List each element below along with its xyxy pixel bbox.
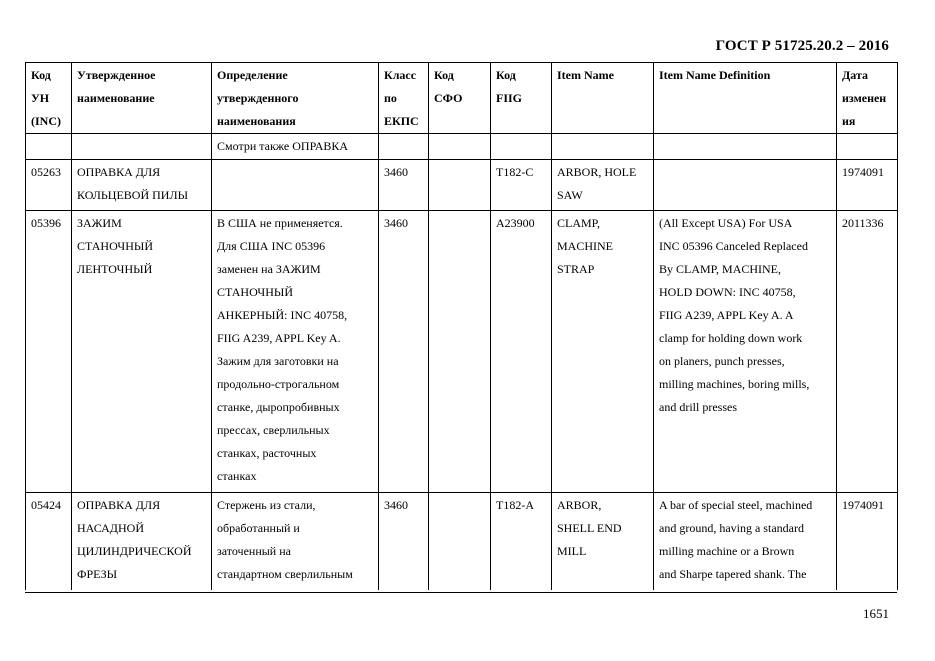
cell-text: 1974091 [842,498,884,512]
cell-text: прессах, сверлильных [217,423,330,437]
cell-text: milling machines, boring mills, [659,377,810,391]
header-text: FIIG [496,91,523,105]
cell-text: 1974091 [842,165,884,179]
catalog-table [25,62,898,590]
table-body [26,134,898,591]
table-row [26,160,898,211]
header-text: Item Name Definition [659,68,771,82]
cell-approved-name [72,160,212,211]
header-text: по [384,91,397,105]
cell-item-name-definition [654,211,837,493]
cell-change-date [837,134,898,160]
cell-text: MILL [557,544,587,558]
cell-text: STRAP [557,262,595,276]
header-text: ЕКПС [384,114,419,128]
cell-text: 05263 [31,165,61,179]
cell-text: ARBOR, HOLE [557,165,637,179]
cell-text: By CLAMP, MACHINE, [659,262,782,276]
header-approved-name [72,63,212,134]
cell-text: CLAMP, [557,216,601,230]
cell-text: T182-A [496,498,534,512]
header-text: Код [31,68,51,82]
header-text: Утвержденное [77,68,156,82]
cell-text: SHELL END [557,521,622,535]
header-item-name-definition [654,63,837,134]
cell-ekps-class [379,134,429,160]
cell-text: АНКЕРНЫЙ: INC 40758, [217,308,348,322]
cell-text: В США не применяется. [217,216,343,230]
cell-item-name [552,211,654,493]
header-text: Код [434,68,454,82]
cell-definition [212,211,379,493]
cell-text: Смотри также ОПРАВКА [217,139,349,153]
cell-text: ОПРАВКА ДЛЯ [77,498,161,512]
table-row [26,211,898,493]
cell-item-name-definition [654,160,837,211]
header-text: ия [842,114,856,128]
header-text: наименование [77,91,155,105]
cell-fiig-code [491,160,552,211]
cell-item-name [552,134,654,160]
header-text: изменен [842,91,887,105]
cell-approved-name [72,134,212,160]
header-text: Класс [384,68,417,82]
cell-fiig-code [491,493,552,591]
cell-text: ФРЕЗЫ [77,567,118,581]
table-row [26,134,898,160]
header-text: УН [31,91,50,105]
cell-ekps-class [379,493,429,591]
cell-inc-code [26,211,72,493]
cell-item-name-definition [654,493,837,591]
cell-inc-code [26,493,72,591]
cell-text: MACHINE [557,239,613,253]
cell-fiig-code [491,134,552,160]
cell-ekps-class [379,211,429,493]
cell-item-name [552,160,654,211]
cell-text: обработанный и [217,521,300,535]
header-ekps-class [379,63,429,134]
cell-text: заменен на ЗАЖИМ [217,262,321,276]
cell-text: СТАНОЧНЫЙ [77,239,154,253]
cell-change-date [837,160,898,211]
cell-text: Зажим для заготовки на [217,354,339,368]
cell-text: станках [217,469,257,483]
cell-change-date [837,493,898,591]
cell-text: Для США INC 05396 [217,239,326,253]
cell-text: станках, расточных [217,446,317,460]
cell-text: and Sharpe tapered shank. The [659,567,807,581]
cell-ekps-class [379,160,429,211]
header-text: (INC) [31,114,61,128]
cell-text: 3460 [384,216,408,230]
cell-definition [212,134,379,160]
header-text: Дата [842,68,868,82]
table-row [26,493,898,591]
page-number: 1651 [863,606,889,621]
cell-inc-code [26,160,72,211]
header-fiig-code [491,63,552,134]
cell-text: A23900 [496,216,535,230]
cell-text: T182-C [496,165,534,179]
cell-text: ЦИЛИНДРИЧЕСКОЙ [77,544,192,558]
cell-text: on planers, punch presses, [659,354,785,368]
cell-definition [212,493,379,591]
cell-text: FIIG A239, APPL Key A. [217,331,341,345]
cell-sfo-code [429,211,491,493]
cell-sfo-code [429,493,491,591]
header-text: наименования [217,114,296,128]
cell-text: заточенный на [217,544,291,558]
table-header-row [26,63,898,134]
cell-text: A bar of special steel, machined [659,498,813,512]
cell-text: КОЛЬЦЕВОЙ ПИЛЫ [77,188,189,202]
header-text: утвержденного [217,91,299,105]
cell-text: ЗАЖИМ [77,216,122,230]
cell-item-name [552,493,654,591]
cell-text: ARBOR, [557,498,602,512]
cell-item-name-definition [654,134,837,160]
cell-text: INC 05396 Canceled Replaced [659,239,808,253]
cell-text: 05396 [31,216,61,230]
header-text: Код [496,68,516,82]
cell-text: milling machine or a Brown [659,544,795,558]
cell-text: НАСАДНОЙ [77,521,144,535]
cell-text: Стержень из стали, [217,498,316,512]
cell-approved-name [72,493,212,591]
header-sfo-code [429,63,491,134]
table-bottom-rule [25,592,897,593]
cell-fiig-code [491,211,552,493]
header-text: Определение [217,68,288,82]
cell-text: FIIG A239, APPL Key A. A [659,308,794,322]
cell-text: HOLD DOWN: INC 40758, [659,285,796,299]
cell-text: 3460 [384,165,408,179]
cell-approved-name [72,211,212,493]
cell-text: станке, дыропробивных [217,400,340,414]
cell-text: 3460 [384,498,408,512]
cell-definition [212,160,379,211]
cell-text: and drill presses [659,400,737,414]
cell-inc-code [26,134,72,160]
cell-change-date [837,211,898,493]
header-item-name [552,63,654,134]
cell-text: ЛЕНТОЧНЫЙ [77,262,153,276]
cell-sfo-code [429,134,491,160]
cell-text: (All Except USA) For USA [659,216,793,230]
cell-text: СТАНОЧНЫЙ [217,285,294,299]
header-change-date [837,63,898,134]
header-definition [212,63,379,134]
header-text: СФО [434,91,463,105]
cell-text: продольно-строгальном [217,377,340,391]
cell-text: and ground, having a standard [659,521,804,535]
standard-designation: ГОСТ Р 51725.20.2 – 2016 [715,38,889,54]
cell-text: 05424 [31,498,61,512]
cell-text: ОПРАВКА ДЛЯ [77,165,161,179]
cell-text: clamp for holding down work [659,331,803,345]
header-inc-code [26,63,72,134]
cell-text: 2011336 [842,216,884,230]
cell-sfo-code [429,160,491,211]
cell-text: стандартном сверлильным [217,567,353,581]
header-text: Item Name [557,68,614,82]
cell-text: SAW [557,188,583,202]
